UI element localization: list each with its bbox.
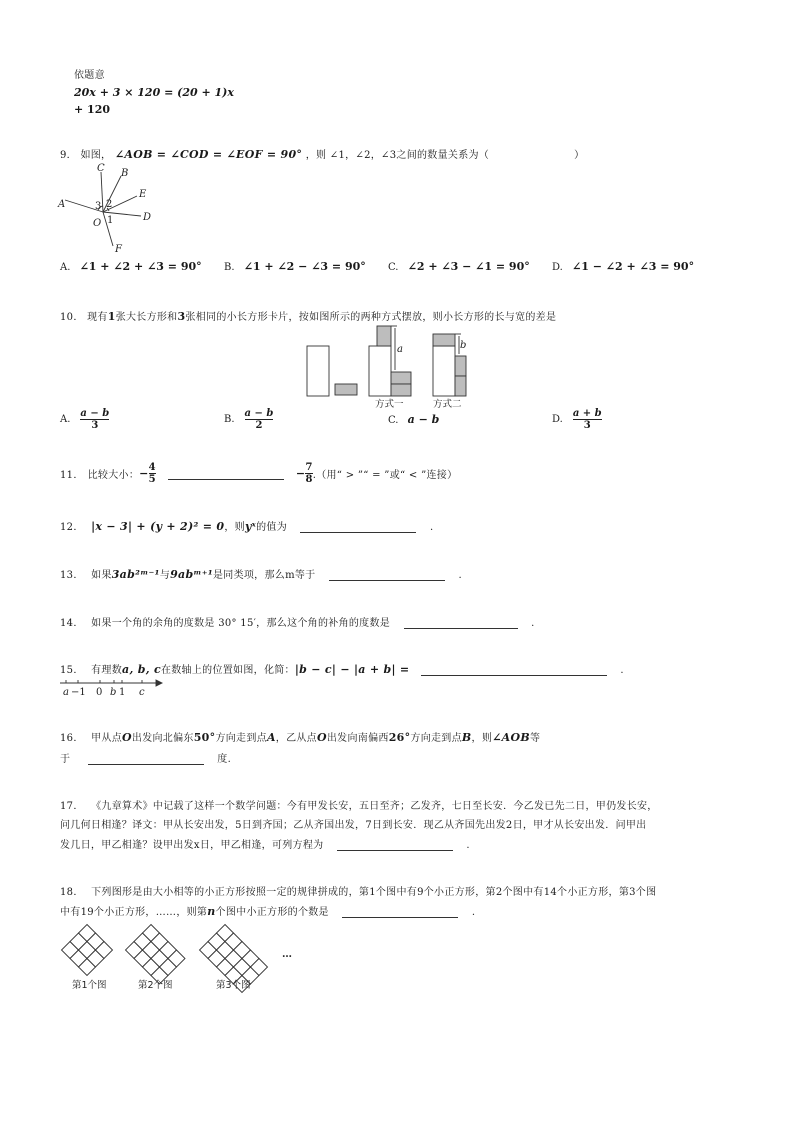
q15-vars: a, b, c <box>122 663 161 676</box>
q16-t6: 方向走到点 <box>410 733 462 744</box>
q17-line2: 问几何日相逢？译文：甲从长安出发，5日到齐国；乙从齐国出发，7日到长安．现乙从齐国先出发2日，甲才从长安出发．问甲出 <box>60 820 647 831</box>
q11-fraction2-sign: − <box>295 467 306 480</box>
q9-option-b-text: ∠1 + ∠2 − ∠3 = 90° <box>243 260 366 273</box>
q9-label-c: C <box>97 163 105 174</box>
q13-number: 13． <box>60 570 84 581</box>
q13-text-b: 与 <box>159 570 171 581</box>
q10-text-a: 现有 <box>87 312 108 323</box>
q10-option-a-den: 3 <box>91 420 99 431</box>
q13-end: . <box>458 570 462 581</box>
q9-option-d-text: ∠1 − ∠2 + ∠3 = 90° <box>572 260 695 273</box>
q17-end: . <box>466 840 470 851</box>
q10-option-a-fraction <box>80 408 109 431</box>
q16-line2-a: 于 <box>60 754 71 765</box>
q12-end: . <box>429 522 434 533</box>
q16-answer-blank[interactable] <box>88 753 204 765</box>
q14-number: 14． <box>60 618 84 629</box>
q16-t5: 出发向南偏西 <box>326 733 389 744</box>
q15-text-a: 有理数 <box>91 665 123 676</box>
q9-stem <box>60 146 584 161</box>
q12-answer-blank[interactable] <box>300 521 416 533</box>
q12-target: yˣ <box>244 520 257 533</box>
q12-text: ，则 <box>224 522 245 533</box>
q9-number: 9． <box>60 150 77 161</box>
q18-line1 <box>60 883 656 898</box>
q13-term1: 3ab²ᵐ⁻¹ <box>111 568 160 581</box>
q10-option-c-text: a − b <box>407 413 440 426</box>
q16-number: 16． <box>60 733 84 744</box>
intro-equation-line1: 20x + 3 × 120 = (20 + 1)x <box>74 86 234 99</box>
q9-option-d[interactable] <box>552 260 694 273</box>
q11-fraction2-num: 7 <box>305 462 313 473</box>
q17-number: 17． <box>60 801 84 812</box>
q16-angle: ∠AOB <box>492 731 530 744</box>
q10-option-c[interactable] <box>388 413 439 426</box>
intro-equation-line2: + 120 <box>74 103 111 116</box>
q12-stem <box>60 518 433 533</box>
intro-label: 依题意 <box>74 70 105 81</box>
q10-option-a-letter: A. <box>60 414 71 425</box>
q9-label-f: F <box>115 244 122 255</box>
q9-angle-figure <box>55 160 165 255</box>
q10-stem <box>60 308 556 323</box>
q9-middle: ，则 ∠1，∠2，∠3之间的数量关系为（ <box>305 150 490 161</box>
q9-option-a[interactable] <box>60 260 202 273</box>
q16-o2: O <box>316 731 327 744</box>
q10-option-b-den: 2 <box>255 420 263 431</box>
q9-option-c-letter: C. <box>388 262 399 273</box>
q15-number-line <box>58 676 168 702</box>
q18-figure-1 <box>62 925 113 976</box>
q9-angle-1: 1 <box>107 215 114 226</box>
q16-stem-line2 <box>60 750 231 765</box>
q14-answer-blank[interactable] <box>404 617 518 629</box>
q10-label-b: b <box>460 340 467 351</box>
q13-term2: 9abᵐ⁺¹ <box>170 568 213 581</box>
q11-fraction1-sign: − <box>139 467 149 480</box>
q10-option-b-num: a − b <box>244 408 274 419</box>
q9-option-c[interactable] <box>388 260 530 273</box>
q10-text-b: 张大长方形和 <box>115 312 178 323</box>
q18-line2-a: 中有19个小正方形，……，则第 <box>60 907 208 918</box>
q10-option-d[interactable] <box>552 408 602 431</box>
q11-answer-blank[interactable] <box>168 468 284 480</box>
q16-t8: 等 <box>529 733 541 744</box>
q12-number: 12． <box>60 522 84 533</box>
q15-expression: |b − c| − |a + b| = <box>294 663 410 676</box>
q9-option-d-letter: D. <box>552 262 563 273</box>
q11-fraction1-num: 4 <box>148 462 156 473</box>
q16-t7: ，则 <box>471 733 493 744</box>
q10-option-c-letter: C. <box>388 415 399 426</box>
q15-axis-neg1: −1 <box>71 687 86 698</box>
q9-option-b-letter: B. <box>224 262 235 273</box>
q11-fraction2 <box>305 462 312 485</box>
q9-label-b: B <box>121 168 129 179</box>
q15-axis-1: 1 <box>119 687 126 698</box>
q15-end: . <box>620 665 624 676</box>
q13-text-a: 如果 <box>91 570 112 581</box>
q10-option-d-letter: D. <box>552 414 563 425</box>
q10-number: 10． <box>60 312 84 323</box>
q16-point-a: A <box>266 731 276 744</box>
q18-caption-2: 第2个图 <box>138 980 173 991</box>
q15-axis-b: b <box>110 687 117 698</box>
q16-line2-b: 度. <box>217 754 232 765</box>
q9-option-a-letter: A. <box>60 262 71 273</box>
q18-number: 18． <box>60 887 84 898</box>
q11-fraction1 <box>149 462 156 485</box>
q16-deg1: 50° <box>193 731 216 744</box>
q16-point-b: B <box>461 731 472 744</box>
q18-line2-b: 个图中小正方形的个数是 <box>215 907 329 918</box>
q17-line1-text: 《九章算术》中记载了这样一个数学问题：今有甲发长安，五日至齐；乙发齐，七日至长安．今乙发已先二日，甲仍发长安， <box>91 801 658 812</box>
q10-caption-method2: 方式二 <box>433 399 462 410</box>
q11-text: 比较大小： <box>87 470 140 481</box>
q10-text-c: 张相同的小长方形卡片，按如图所示的两种方式摆放，则小长方形的长与宽的差是 <box>185 312 557 323</box>
q11-number: 11． <box>60 470 84 481</box>
q10-label-a: a <box>397 344 403 355</box>
q18-caption-3: 第3个图 <box>216 980 251 991</box>
q13-stem <box>60 566 462 581</box>
q9-condition: ∠AOB = ∠COD = ∠EOF = 90° <box>114 148 303 161</box>
q13-text-c: 是同类项，那么m等于 <box>212 570 316 581</box>
q10-option-d-den: 3 <box>583 420 591 431</box>
q14-stem <box>60 614 535 629</box>
q17-answer-blank[interactable] <box>337 839 453 851</box>
q9-label-a: A <box>58 199 66 210</box>
q9-option-b[interactable] <box>224 260 366 273</box>
q18-line1-text: 下列图形是由大小相等的小正方形按照一定的规律拼成的，第1个图中有9个小正方形，第2个图中有14个小正方形，第3个图 <box>91 887 657 898</box>
q15-axis-a: a <box>63 687 69 698</box>
q17-line3 <box>60 836 470 851</box>
q18-caption-1: 第1个图 <box>72 980 107 991</box>
q15-text-b: 在数轴上的位置如图，化简： <box>160 665 295 676</box>
q10-option-b[interactable] <box>224 408 273 431</box>
q16-stem-line1 <box>60 729 540 744</box>
q10-caption-method1: 方式一 <box>375 399 404 410</box>
q9-option-c-text: ∠2 + ∠3 − ∠1 = 90° <box>407 260 530 273</box>
q10-option-d-num: a + b <box>572 408 602 419</box>
q9-label-e: E <box>139 189 147 200</box>
q12-text2: 的值为 <box>256 522 287 533</box>
q10-rectangles-figure <box>305 322 505 412</box>
q15-axis-c: c <box>139 687 145 698</box>
q10-option-b-letter: B. <box>224 414 235 425</box>
q16-o1: O <box>122 731 132 744</box>
q11-fraction2-den: 8 <box>305 474 313 485</box>
q18-n: n <box>207 905 216 918</box>
q18-end: . <box>471 907 476 918</box>
q17-line3-text: 发几日，甲乙相逢？设甲出发x日，甲乙相逢，可列方程为 <box>60 840 324 851</box>
q16-t3: 方向走到点 <box>215 733 267 744</box>
q10-option-d-fraction <box>573 408 602 431</box>
q10-option-b-fraction <box>245 408 274 431</box>
q14-text: 如果一个角的余角的度数是 30° 15′，那么这个角的补角的度数是 <box>91 618 391 629</box>
q9-close: ） <box>574 150 585 161</box>
q11-stem <box>60 462 457 485</box>
q18-ellipsis: … <box>282 949 292 960</box>
q9-prefix: 如图， <box>80 150 112 161</box>
q18-answer-blank[interactable] <box>342 906 458 918</box>
q15-number: 15． <box>60 665 84 676</box>
q11-fraction1-den: 5 <box>148 474 156 485</box>
q9-angle-3: 3 <box>95 201 102 212</box>
q15-axis-0: 0 <box>96 687 103 698</box>
q10-n2: 3 <box>177 310 186 323</box>
q16-t1: 甲从点 <box>91 733 123 744</box>
q16-deg2: 26° <box>388 731 411 744</box>
q13-answer-blank[interactable] <box>329 569 445 581</box>
q17-line1 <box>60 797 658 812</box>
q9-label-o: O <box>93 218 102 229</box>
q10-n1: 1 <box>107 310 116 323</box>
q12-expression: |x − 3| + (y + 2)² = 0 <box>91 520 225 533</box>
q9-label-d: D <box>143 212 152 223</box>
q9-option-a-text: ∠1 + ∠2 + ∠3 = 90° <box>79 260 202 273</box>
q16-t4: ，乙从点 <box>275 733 317 744</box>
q18-figure-2 <box>126 925 186 985</box>
q18-line2 <box>60 903 475 918</box>
q11-tail: .（用“ > ”“ = ”或“ < ”连接） <box>312 470 458 481</box>
q9-angle-2: 2 <box>106 199 113 210</box>
q15-stem <box>60 661 624 676</box>
q18-pattern-figure <box>64 924 304 994</box>
q10-option-a[interactable] <box>60 408 109 431</box>
q14-end: . <box>531 618 535 629</box>
q16-t2: 出发向北偏东 <box>131 733 194 744</box>
q15-answer-blank[interactable] <box>421 664 607 676</box>
q10-option-a-num: a − b <box>80 408 110 419</box>
